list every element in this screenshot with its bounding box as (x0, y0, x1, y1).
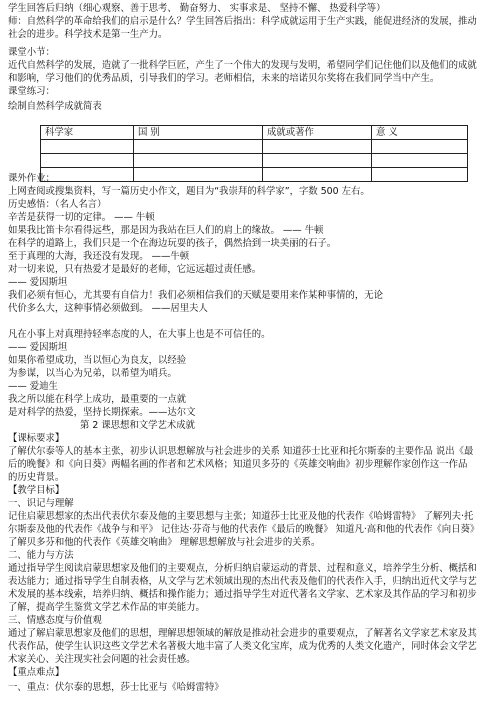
table-cell (263, 140, 372, 154)
table-header-cell: 科学家 (41, 126, 134, 140)
table-header-cell: 成就或著作 (263, 126, 372, 140)
quote-line: 如果我比笛卡尔看得远些，那是因为我站在巨人们的肩上的缘故。 —— 牛顿 (8, 225, 324, 236)
section-heading: 【重点难点】 (8, 667, 65, 678)
text-line: 了解贝多芬和他的代表作《英雄交响曲》 理解思想解放与社会进步的关系。 (8, 537, 321, 548)
table-row (41, 140, 468, 154)
table-cell (134, 154, 263, 168)
text-line: 的历史背景。 (8, 472, 65, 483)
table-cell (134, 140, 263, 154)
quote-line: 至于真理的大海，我还没有发现。 ——牛顿 (8, 251, 190, 262)
quote-line: 在科学的道路上，我们只是一个在海边玩耍的孩子，偶然拾到一块美丽的石子。 (8, 238, 337, 249)
text-line: 师：自然科学的革命给我们的启示是什么？学生回答后指出：科学成就运用于生产实践，能促进经济的发展，推动 (8, 16, 477, 27)
subsection-heading: 二、能力与方法 (8, 550, 74, 561)
quote-line: 我们必须有恒心，尤其要有自信力！我们必须相信我们的天赋是要用来作某种事情的，无论 (8, 290, 384, 301)
text-line: 表达能力；通过指导学生自制表格，从文学与艺术领域出现的杰出代表及他们的代表作入手，归纳出近代文学与艺 (8, 576, 477, 587)
table-cell (372, 140, 468, 154)
table-cell (263, 154, 372, 168)
quote-line: 我之所以能在科学上成功，最重要的一点就 (8, 394, 187, 405)
table-header-cell: 国 别 (134, 126, 263, 140)
quote-line: 代价多么大，这种事情必须做到。 ——居里夫人 (8, 303, 208, 314)
text-line: 了解，提高学生鉴赏文学艺术作品的审美能力。 (8, 602, 205, 613)
text-line: 学生回答后归纳（细心观察、善于思考、 勤奋努力、 实事求是、 坚持不懈、 热爱科学等） (8, 3, 386, 14)
quote-line: 辛苦是获得一切的定律。 —— 牛顿 (8, 212, 155, 223)
section-heading: 【教学目标】 (8, 485, 65, 496)
section-heading: 【课标要求】 (8, 433, 65, 444)
text-line: 一、重点：伏尔泰的思想，莎士比亚与《哈姆雷特》 (8, 682, 224, 693)
text-line: 近代自然科学的发展，造就了一批科学巨匠，产生了一个伟大的发现与发明，希望同学们记住他们以及他们的成就 (8, 60, 477, 71)
table-header-cell: 意 义 (372, 126, 468, 140)
subsection-heading: 三、情感态度与价值观 (8, 615, 102, 626)
text-line: 术发展的基本线索，培养归纳、概括和操作能力；通过指导学生对近代著名文学家、艺术家及其作品的学习和初步 (8, 589, 477, 600)
section-heading: 课堂小节： (8, 47, 55, 58)
quote-line: 凡在小事上对真理持轻率态度的人，在大事上也是不可信任的。 (8, 329, 271, 340)
text-line: 上网查阅或搜集资料，写一篇历史小作文，题目为“我崇拜的科学家”，字数 500 左右。 (8, 186, 370, 197)
section-heading: 历史感悟：（名人名言） (8, 199, 107, 210)
quote-author: —— 爱因斯坦 (8, 342, 68, 353)
quote-line: 对一切来说，只有热爱才是最好的老师，它远远超过责任感。 (8, 264, 262, 275)
table-row (41, 154, 468, 168)
section-heading: 课堂练习： (8, 86, 55, 97)
table-cell (41, 154, 134, 168)
text-line: 记住启蒙思想家的杰出代表伏尔泰及他的主要思想与主张；知道莎士比亚及他的代表作《哈姆雷特》 了解列夫·托 (8, 511, 474, 522)
quote-line: 是对科学的热爱，坚持长期探索。——达尔文 (8, 407, 196, 418)
table-caption: 绘制自然科学成就简表 (8, 101, 102, 112)
section-heading: 课外作业： (8, 173, 55, 184)
text-line: 了解伏尔泰等人的基本主张，初步认识思想解放与社会进步的关系 知道莎士比亚和托尔斯泰的主要作品 说出《最 (8, 446, 474, 457)
table-cell (372, 154, 468, 168)
quote-line: 为参谋，以当心为兄弟，以希望为哨兵。 (8, 368, 177, 379)
subsection-heading: 一、识记与理解 (8, 498, 74, 509)
table-header-row (41, 126, 468, 140)
quote-author: —— 爱因斯坦 (8, 277, 68, 288)
text-line: 尔斯泰及他的代表作《战争与和平》 记住达·芬奇与他的代表作《最后的晚餐》 知道凡·高和他的代表作《向日葵》 (8, 524, 480, 535)
text-line: 和影响，学习他们的优秀品质，引导我们的学习。老师相信，未来的培诺贝尔奖将在我们同学当中产生。 (8, 73, 440, 84)
quote-author: —— 爱迪生 (8, 381, 58, 392)
text-line: 代表作品，使学生认识这些文学艺术名著极大地丰富了人类文化宝库，成为优秀的人类文化遗产，同时体会文学艺 (8, 641, 477, 652)
quote-line: 如果你希望成功，当以恒心为良友，以经验 (8, 355, 187, 366)
text-line: 通过指导学生阅读启蒙思想家及他们的主要观点，分析归纳启蒙运动的背景、过程和意义，培养学生分析、概括和 (8, 563, 477, 574)
lesson-title: 第 2 课思想和文学艺术成就 (80, 420, 196, 431)
text-line: 后的晚餐》和《向日葵》两幅名画的作者和艺术风格；知道贝多芬的《英雄交响曲》初步理解作家创作这一作品 (8, 459, 468, 470)
table-cell (41, 140, 134, 154)
text-line: 通过了解启蒙思想家及他们的思想，理解思想领域的解放是推动社会进步的重要观点，了解著名文学家艺术家及其 (8, 628, 477, 639)
text-line: 社会的进步。科学技术是第一生产力。 (8, 29, 168, 40)
text-line: 术家关心、关注现实社会问题的社会责任感。 (8, 654, 196, 665)
